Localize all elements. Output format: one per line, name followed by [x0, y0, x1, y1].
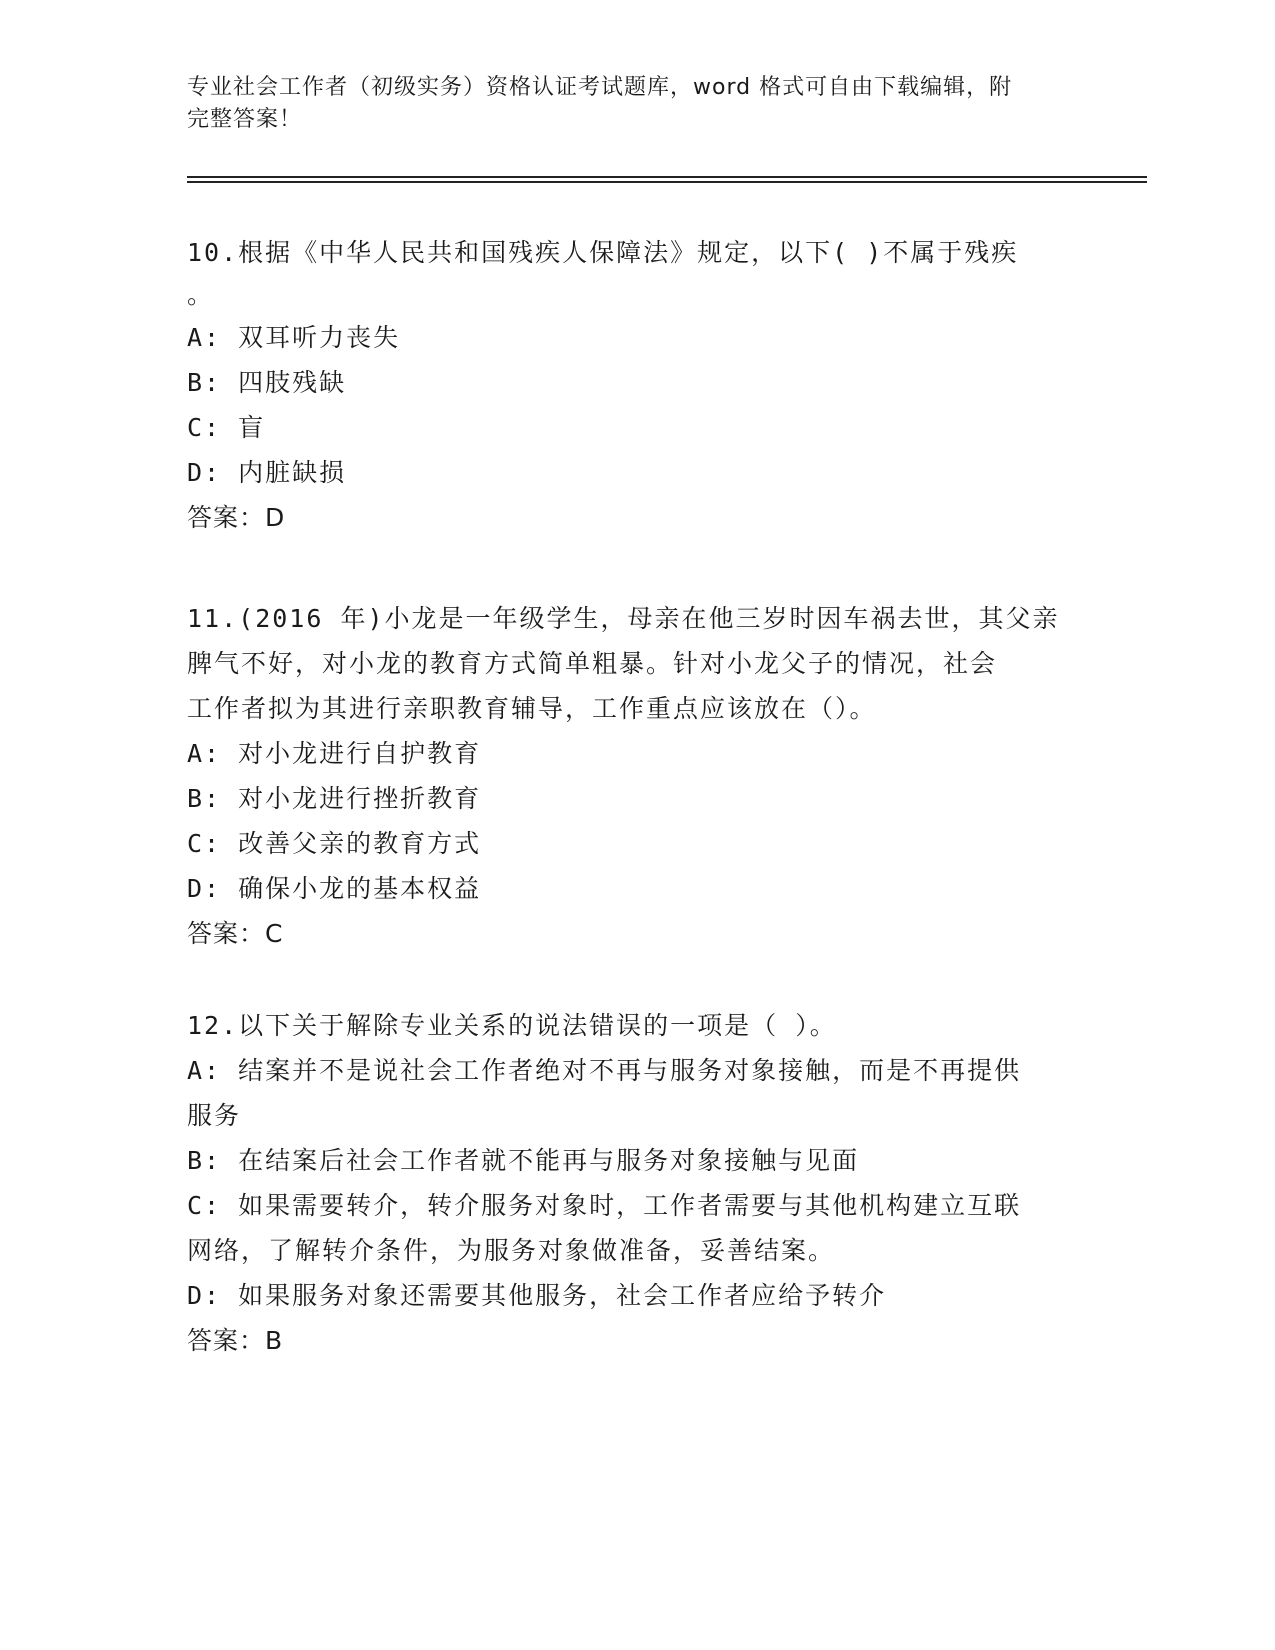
- option-label: D:: [187, 874, 222, 903]
- option-text: 四肢残缺: [238, 368, 347, 397]
- option-c: [187, 1183, 1077, 1228]
- option-text: 如果服务对象还需要其他服务，社会工作者应给予转介: [238, 1281, 887, 1310]
- question-stem-line: 12.以下关于解除专业关系的说法错误的一项是（ ）。: [187, 1011, 837, 1040]
- option-text: 对小龙进行自护教育: [238, 739, 482, 768]
- option-a: [187, 731, 1077, 776]
- option-label: D:: [187, 1281, 222, 1310]
- option-label: C:: [187, 1191, 222, 1220]
- option-c-continuation: 网络，了解转介条件，为服务对象做准备，妥善结案。: [187, 1236, 836, 1265]
- answer-line: 答案：B: [187, 1326, 284, 1355]
- option-text: 如果需要转介，转介服务对象时，工作者需要与其他机构建立互联: [238, 1191, 1022, 1220]
- option-text: 内脏缺损: [238, 458, 347, 487]
- option-label: B:: [187, 784, 222, 813]
- header-line-2: 完整答案！: [187, 107, 303, 132]
- option-label: A:: [187, 739, 222, 768]
- option-text: 对小龙进行挫折教育: [238, 784, 482, 813]
- option-b: [187, 1138, 1077, 1183]
- question-11: [187, 596, 1077, 956]
- option-text: 在结案后社会工作者就不能再与服务对象接触与见面: [238, 1146, 860, 1175]
- option-c: [187, 821, 1077, 866]
- option-text: 确保小龙的基本权益: [238, 874, 482, 903]
- option-label: B:: [187, 1146, 222, 1175]
- option-label: C:: [187, 413, 222, 442]
- option-b: [187, 360, 1077, 405]
- question-stem-line: 11.(2016 年)小龙是一年级学生，母亲在他三岁时因车祸去世，其父亲: [187, 604, 1060, 633]
- option-text: 盲: [238, 413, 266, 442]
- answer-line: 答案：C: [187, 919, 284, 948]
- header-divider: [187, 176, 1147, 183]
- option-a: [187, 315, 1077, 360]
- option-label: C:: [187, 829, 222, 858]
- option-d: [187, 1273, 1077, 1318]
- option-label: D:: [187, 458, 222, 487]
- option-a-continuation: 服务: [187, 1101, 242, 1130]
- option-label: A:: [187, 1056, 222, 1085]
- question-stem-line: 脾气不好，对小龙的教育方式简单粗暴。针对小龙父子的情况，社会: [187, 649, 998, 678]
- option-d: [187, 450, 1077, 495]
- answer-line: 答案：D: [187, 503, 286, 532]
- option-text: 改善父亲的教育方式: [238, 829, 482, 858]
- option-d: [187, 866, 1077, 911]
- question-10: [187, 230, 1077, 540]
- option-label: A:: [187, 323, 222, 352]
- question-stem-line: 10.根据《中华人民共和国残疾人保障法》规定，以下( )不属于残疾: [187, 238, 1019, 267]
- question-stem-line: 工作者拟为其进行亲职教育辅导，工作重点应该放在（）。: [187, 694, 877, 723]
- option-a: [187, 1048, 1077, 1093]
- header-line-1: 专业社会工作者（初级实务）资格认证考试题库，word 格式可自由下载编辑，附: [187, 75, 1013, 100]
- option-c: [187, 405, 1077, 450]
- question-12: [187, 1003, 1077, 1363]
- document-header: [187, 72, 1067, 136]
- option-text: 双耳听力丧失: [238, 323, 401, 352]
- option-b: [187, 776, 1077, 821]
- option-text: 结案并不是说社会工作者绝对不再与服务对象接触，而是不再提供: [238, 1056, 1022, 1085]
- question-stem-line: 。: [187, 280, 215, 309]
- option-label: B:: [187, 368, 222, 397]
